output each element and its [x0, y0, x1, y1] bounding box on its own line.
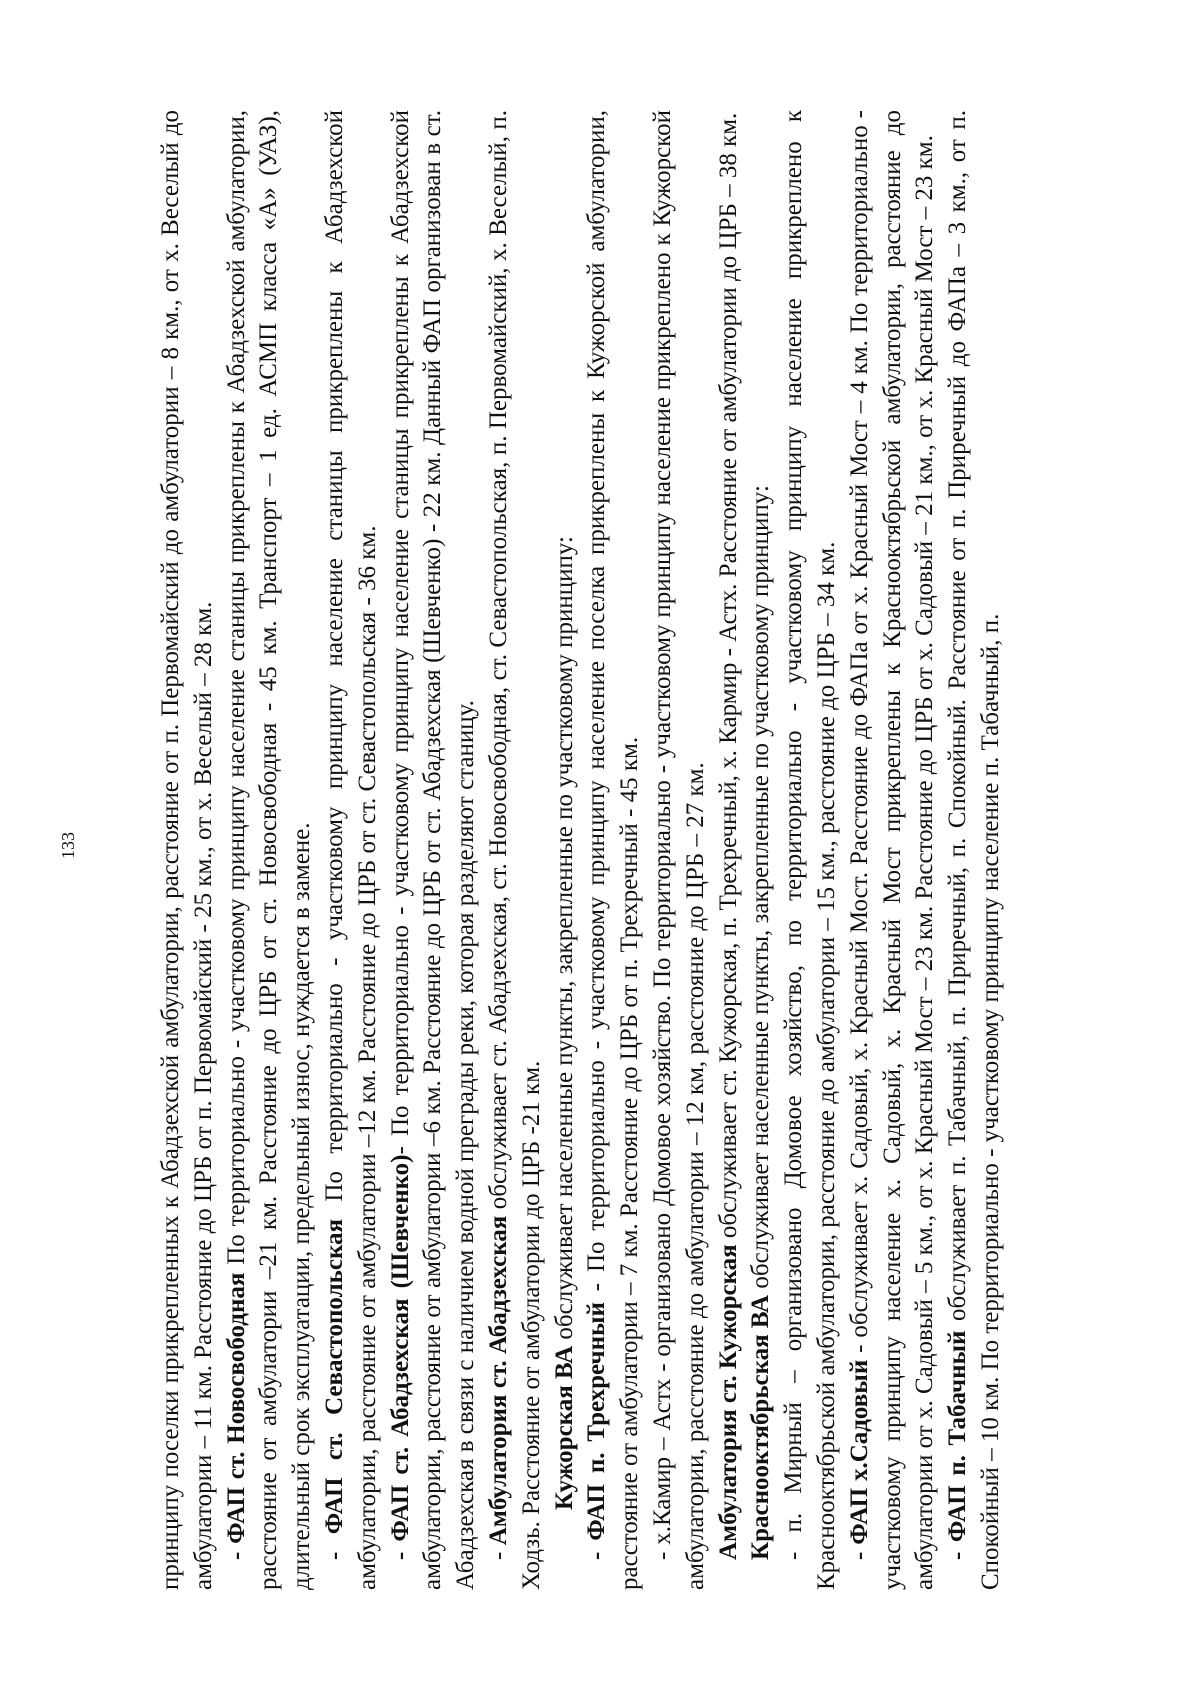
- paragraph: [581, 110, 647, 1590]
- paragraph: [778, 110, 844, 1590]
- paragraph-text: обслуживает ст. Абадзехская, ст. Новосвободная, ст. Севастопольская, п. Первомайский, х. Веселый, п. Ходзь. Расстояние от амбулатории до ЦРБ -21 км.: [484, 110, 545, 1590]
- paragraph-text: По территориально - участковому принципу население станицы прикреплены к Абадзехской амбулатории, расстояние от амбулатории –12 км. Расстояние до ЦРБ от ст. Севастопольская - 36 км.: [320, 110, 381, 1590]
- paragraph-heading: Амбулатория ст. Кужорская: [714, 1244, 742, 1560]
- section-heading: [549, 110, 582, 1590]
- page-number: 133: [58, 832, 78, 859]
- paragraph-heading: - ФАП ст. Абадзехская (Шевченко): [386, 1154, 414, 1560]
- paragraph-heading: Амбулатория ст. Абадзехская: [484, 1215, 512, 1546]
- paragraph-text: - По территориально - участковому принципу население станицы прикреплены к Абадзехской амбулатории, расстояние от амбулатории –6 км. Расстояние до ЦРБ от ст. Абадзехская (Шевченко) - 22 км. Данный ФАП организован в ст. Абадзехская в связи с наличием водной преграды реки, которая разделяют станицу.: [386, 110, 480, 1590]
- paragraph: [942, 110, 1008, 1590]
- section-heading: [745, 110, 778, 1590]
- paragraph: [844, 110, 942, 1590]
- paragraph: [155, 110, 221, 1590]
- paragraph-text: - По территориально - участковому принципу население поселка прикреплены к Кужорской амбулатории, расстояние от амбулатории – 7 км. Расстояние до ЦРБ от п. Трехречный - 45 км.: [583, 109, 644, 1590]
- paragraph-text: По территориально - участковому принципу население станицы прикреплены к Абадзехской амбулатории, расстояние от амбулатории –21 км. Расстояние до ЦРБ от ст. Новосвободная - 45 км. Транспорт – 1 ед. АСМП класса «А» (УАЗ), длительный срок эксплуатации, предельный износ, нуждается в замене.: [222, 109, 316, 1590]
- paragraph-heading: - ФАП п. Табачный: [944, 1330, 972, 1560]
- paragraph-heading: Кужорская ВА: [550, 1345, 578, 1510]
- paragraph-heading: - ФАП ст. Севастопольская: [320, 1219, 348, 1560]
- paragraph-dash: -: [484, 1545, 512, 1560]
- paragraph: [483, 110, 549, 1590]
- paragraph: [647, 110, 713, 1590]
- paragraph-text: обслуживает населенные пункты, закрепленные по участковому принципу:: [550, 536, 578, 1346]
- paragraph-heading: - ФАП х.Садовый: [845, 1359, 873, 1560]
- document-body: [155, 110, 1035, 1590]
- paragraph-heading: Краснооктябрьская ВА: [747, 1294, 775, 1560]
- paragraph-text: принципу поселки прикрепленных к Абадзехской амбулатории, расстояние от п. Первомайский до амбулатории – 8 км., от х. Веселый до амбулатории – 11 км. Расстояние до ЦРБ от п. Первомайский - 25 км., от х. Веселый – 28 км.: [157, 110, 217, 1590]
- paragraph-text: обслуживает населенные пункты, закрепленные по участковому принципу:: [747, 485, 775, 1295]
- paragraph-text: - х.Камир – Астх - организовано Домовое хозяйство. По территориально - участковому принципу население прикреплено к Кужорской амбулатории, расстояние до амбулатории – 12 км, расстояние до ЦРБ – 27 км.: [648, 110, 709, 1590]
- paragraph: [385, 110, 483, 1590]
- paragraph-text: - обслуживает х. Садовый, х. Красный Мост. Расстояние до ФАПа от х. Красный Мост – 4 км. По территориально - участковому принципу население х. Садовый, х. Красный Мост прикреплены к Краснооктябрьской амбулатории, расстояние до амбулатории от х. Садовый – 5 км., от х. Красный Мост – 23 км. Расстояние до ЦРБ от х. Садовый – 21 км., от х. Красный Мост – 23 км.: [845, 110, 939, 1590]
- paragraph-text: обслуживает п. Табачный, п. Приречный, п. Спокойный. Расстояние от п. Приречный до ФАПа – 3 км., от п. Спокойный – 10 км. По территориально - участковому принципу население п. Табачный, п.: [944, 110, 1004, 1590]
- paragraph-text: - п. Мирный – организовано Домовое хозяйство, по территориально - участковому принципу население прикреплено к Краснооктябрьской амбулатории, расстояние до амбулатории – 15 км., расстояние до ЦРБ – 34 км.: [780, 110, 840, 1590]
- paragraph-heading: - ФАП ст. Новосвободная: [222, 1272, 250, 1560]
- paragraph: [319, 110, 385, 1590]
- paragraph: [713, 110, 746, 1590]
- paragraph: [221, 110, 319, 1590]
- paragraph-heading: - ФАП п. Трехречный: [583, 1302, 611, 1560]
- paragraph-text: обслуживает ст. Кужорская, п. Трехречный, х. Кармир - Астх. Расстояние от амбулатории до ЦРБ – 38 км.: [714, 112, 742, 1245]
